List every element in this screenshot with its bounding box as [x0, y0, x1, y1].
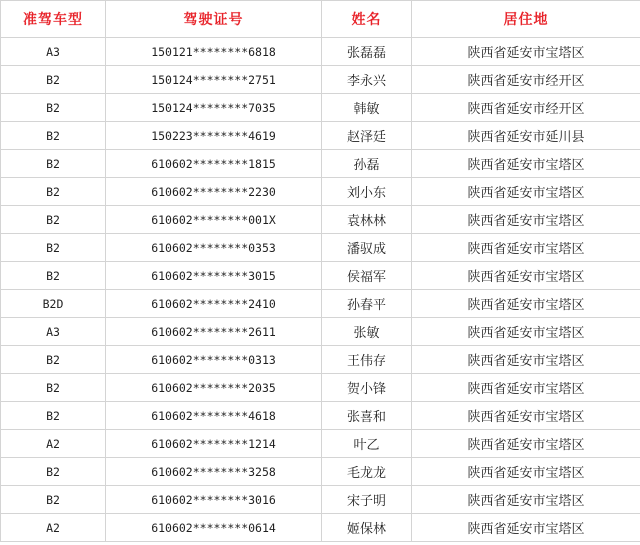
cell-address: 陕西省延安市宝塔区	[412, 150, 640, 178]
table-row	[1, 514, 640, 542]
cell-class: B2	[1, 206, 106, 234]
cell-license: 150223********4619	[106, 122, 322, 150]
table-row	[1, 458, 640, 486]
cell-license: 150121********6818	[106, 38, 322, 66]
cell-address: 陕西省延安市延川县	[412, 122, 640, 150]
cell-address: 陕西省延安市宝塔区	[412, 290, 640, 318]
table-row	[1, 94, 640, 122]
cell-license: 610602********0614	[106, 514, 322, 542]
cell-license: 610602********4618	[106, 402, 322, 430]
cell-address: 陕西省延安市经开区	[412, 66, 640, 94]
cell-address: 陕西省延安市宝塔区	[412, 402, 640, 430]
cell-class: A3	[1, 318, 106, 346]
cell-address: 陕西省延安市宝塔区	[412, 374, 640, 402]
table-row	[1, 38, 640, 66]
cell-address: 陕西省延安市宝塔区	[412, 486, 640, 514]
cell-class: B2	[1, 94, 106, 122]
cell-class: B2	[1, 402, 106, 430]
cell-license: 610602********3016	[106, 486, 322, 514]
cell-name: 张磊磊	[322, 38, 412, 66]
table-row	[1, 150, 640, 178]
table-body	[1, 38, 640, 542]
cell-address: 陕西省延安市宝塔区	[412, 178, 640, 206]
cell-name: 赵泽廷	[322, 122, 412, 150]
table-row	[1, 402, 640, 430]
cell-name: 叶乙	[322, 430, 412, 458]
table-row	[1, 346, 640, 374]
cell-class: B2	[1, 234, 106, 262]
cell-license: 610602********2611	[106, 318, 322, 346]
cell-license: 610602********0313	[106, 346, 322, 374]
table-row	[1, 178, 640, 206]
cell-class: B2	[1, 458, 106, 486]
cell-address: 陕西省延安市宝塔区	[412, 38, 640, 66]
table-row	[1, 290, 640, 318]
cell-license: 610602********3015	[106, 262, 322, 290]
table-row	[1, 206, 640, 234]
header-name: 姓名	[322, 1, 412, 38]
cell-address: 陕西省延安市宝塔区	[412, 458, 640, 486]
cell-license: 610602********3258	[106, 458, 322, 486]
cell-class: A3	[1, 38, 106, 66]
cell-license: 150124********2751	[106, 66, 322, 94]
table-row	[1, 318, 640, 346]
table-row	[1, 234, 640, 262]
cell-address: 陕西省延安市宝塔区	[412, 262, 640, 290]
cell-address: 陕西省延安市经开区	[412, 94, 640, 122]
cell-name: 宋子明	[322, 486, 412, 514]
cell-address: 陕西省延安市宝塔区	[412, 346, 640, 374]
header-license: 驾驶证号	[106, 1, 322, 38]
table-row	[1, 262, 640, 290]
cell-class: B2	[1, 66, 106, 94]
cell-class: A2	[1, 514, 106, 542]
cell-name: 王伟存	[322, 346, 412, 374]
cell-name: 姬保林	[322, 514, 412, 542]
cell-license: 610602********1815	[106, 150, 322, 178]
cell-class: B2D	[1, 290, 106, 318]
cell-address: 陕西省延安市宝塔区	[412, 234, 640, 262]
cell-license: 610602********2035	[106, 374, 322, 402]
cell-class: B2	[1, 150, 106, 178]
header-row	[1, 1, 640, 38]
table-row	[1, 66, 640, 94]
cell-address: 陕西省延安市宝塔区	[412, 318, 640, 346]
cell-name: 张喜和	[322, 402, 412, 430]
cell-name: 潘驭成	[322, 234, 412, 262]
cell-address: 陕西省延安市宝塔区	[412, 206, 640, 234]
cell-name: 孙磊	[322, 150, 412, 178]
cell-license: 610602********001X	[106, 206, 322, 234]
cell-address: 陕西省延安市宝塔区	[412, 514, 640, 542]
table-row	[1, 486, 640, 514]
cell-class: B2	[1, 122, 106, 150]
cell-class: B2	[1, 178, 106, 206]
table-row	[1, 122, 640, 150]
cell-class: B2	[1, 346, 106, 374]
cell-name: 毛龙龙	[322, 458, 412, 486]
cell-name: 刘小东	[322, 178, 412, 206]
cell-name: 张敏	[322, 318, 412, 346]
cell-name: 韩敏	[322, 94, 412, 122]
cell-class: B2	[1, 374, 106, 402]
cell-name: 孙春平	[322, 290, 412, 318]
cell-name: 李永兴	[322, 66, 412, 94]
header-address: 居住地	[412, 1, 640, 38]
cell-name: 贺小锋	[322, 374, 412, 402]
table-row	[1, 374, 640, 402]
cell-license: 610602********1214	[106, 430, 322, 458]
table-row	[1, 430, 640, 458]
cell-name: 袁林林	[322, 206, 412, 234]
cell-address: 陕西省延安市宝塔区	[412, 430, 640, 458]
cell-class: B2	[1, 262, 106, 290]
cell-class: A2	[1, 430, 106, 458]
cell-class: B2	[1, 486, 106, 514]
cell-license: 610602********0353	[106, 234, 322, 262]
header-class: 准驾车型	[1, 1, 106, 38]
cell-license: 610602********2410	[106, 290, 322, 318]
cell-name: 侯福军	[322, 262, 412, 290]
cell-license: 610602********2230	[106, 178, 322, 206]
cell-license: 150124********7035	[106, 94, 322, 122]
